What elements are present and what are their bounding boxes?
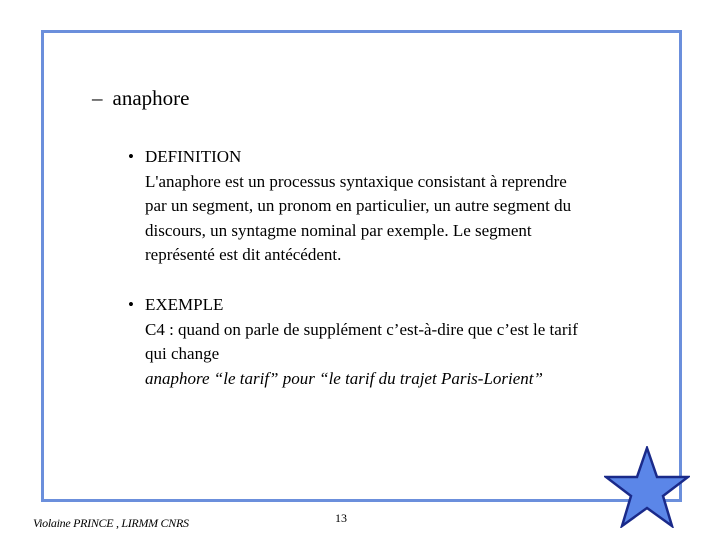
definition-line: discours, un syntagme nominal par exemple. Le segment: [145, 220, 532, 240]
example-title: EXEMPLE: [145, 295, 224, 314]
example-line: qui change: [145, 344, 220, 363]
slide-heading: [92, 86, 189, 110]
definition-body: [145, 145, 571, 268]
definition-title: DEFINITION: [145, 147, 242, 166]
definition-line: représenté est dit antécédent.: [145, 245, 342, 264]
heading-dash: –: [92, 86, 103, 110]
definition-bullet: •: [128, 147, 134, 166]
example-bullet: •: [128, 295, 134, 314]
page-number: 13: [335, 511, 347, 525]
heading-text: anaphore: [112, 86, 190, 110]
star-icon: [604, 446, 690, 528]
definition-line: L'anaphore est un processus syntaxique consistant à reprendre: [145, 171, 567, 191]
footer-author: Violaine PRINCE , LIRMM CNRS: [33, 516, 189, 530]
example-italic-line: anaphore “le tarif” pour “le tarif du trajet Paris-Lorient”: [145, 368, 543, 388]
example-body: [145, 293, 578, 391]
example-line: C4 : quand on parle de supplément c’est-à-dire que c’est le tarif: [145, 319, 578, 339]
definition-line: par un segment, un pronom en particulier, un autre segment du: [145, 196, 572, 215]
